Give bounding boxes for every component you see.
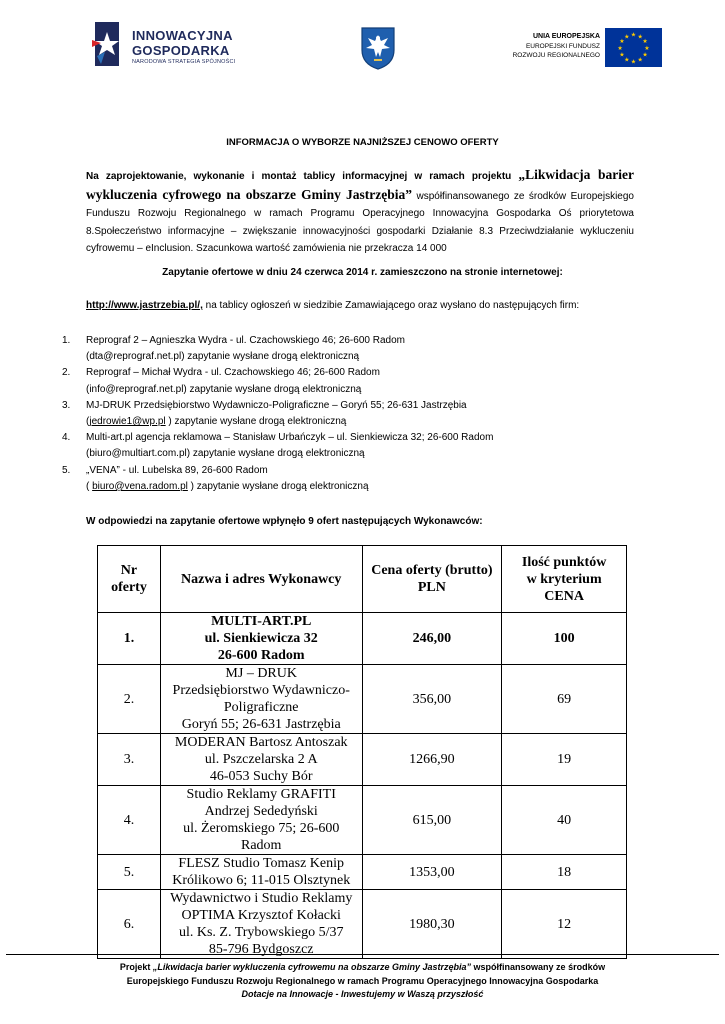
eu-logo-line3: ROZWOJU REGIONALNEGO [512,52,600,59]
list-item [62,430,662,462]
ig-logo-line3: NARODOWA STRATEGIA SPÓJNOŚCI [132,59,236,65]
footer-line1 [0,961,725,975]
contractor-line: 46-053 Suchy Bór [209,769,313,784]
contractor-line: MULTI-ART.PL [211,614,312,629]
list-item-number: 4. [62,432,71,444]
firm-email: (info@reprograf.net.pl) [86,383,187,395]
inquiry-line: Zapytanie ofertowe w dniu 24 czerwca 2014 r. zamieszczono na stronie internetowej: [162,267,563,278]
firm-name-address: Reprograf – Michał Wydra - ul. Czachowskiego 46; 26-600 Radom [86,367,380,379]
contractor-line: 85-796 Bydgoszcz [208,942,314,957]
contractor-line: Wydawnictwo i Studio Reklamy [170,891,353,906]
firm-email-line [86,382,662,398]
email-suffix: ) zapytanie wysłane drogą elektroniczną [165,416,347,428]
svg-text:★: ★ [624,56,630,64]
offer-number: 6. [98,890,161,959]
table-row [98,613,627,665]
svg-text:★: ★ [630,31,637,39]
table-row [98,734,627,786]
list-item [62,365,662,397]
contractor-cell [160,855,362,890]
offer-points: 19 [502,734,627,786]
header-text: Cena oferty (brutto) [371,563,493,578]
table-row [98,855,627,890]
table-row [98,786,627,855]
offer-points: 12 [502,890,627,959]
svg-text:★: ★ [642,38,648,46]
firm-name-address: Reprograf 2 – Agnieszka Wydra - ul. Czachowskiego 46; 26-600 Radom [86,335,405,346]
table-row [98,890,627,959]
footer-project-name: „Likwidacja barier wykluczenia cyfrowemu na obszarze Gminy Jastrzębia” [152,962,472,972]
footer-slogan: Dotacje na Innowacje - Inwestujemy w Waszą przyszłość [241,989,484,999]
contractor-line: Studio Reklamy GRAFITI [186,787,336,802]
email-suffix: zapytanie wysłane drogą elektroniczną [184,351,360,363]
ig-logo-line1: INNOWACYJNA [132,28,233,43]
list-item [62,463,662,495]
url-line [86,300,579,311]
document-title: INFORMACJA O WYBORZE NAJNIŻSZEJ CENOWO OFERTY [226,137,499,148]
email-suffix: zapytanie wysłane drogą elektroniczną [186,383,362,395]
svg-text:★: ★ [617,44,623,52]
header-text: Nr [120,563,138,578]
offer-price: 1266,90 [362,734,502,786]
header-price [362,546,502,613]
contractor-line: ul. Ks. Z. Trybowskiego 5/37 [178,925,344,940]
firm-email-link[interactable]: biuro@vena.radom.pl [92,480,188,492]
offer-price: 356,00 [362,665,502,734]
contractor-cell [160,734,362,786]
list-item-number: 1. [62,335,71,346]
contractor-line: ul. Pszczelarska 2 A [204,752,318,767]
firm-name-address: „VENA” - ul. Lubelska 89, 26-600 Radom [86,464,268,476]
svg-text:★: ★ [644,44,650,52]
contractor-line: ul. Sienkiewicza 32 [204,631,318,646]
firm-email-line [86,349,662,365]
email-suffix: zapytanie wysłane drogą elektroniczną [190,448,365,460]
table-row [98,665,627,734]
offer-points: 69 [502,665,627,734]
list-item-number: 2. [62,367,71,379]
intro-project-name: „Likwidacja barier wykluczenia cyfrowego na obszarze Gminy Jastrzębia” [86,167,634,202]
contractor-line: Poligraficzne [223,700,299,715]
firm-name-address: Multi-art.pl agencja reklamowa – Stanisław Urbańczyk – ul. Sienkiewicza 32; 26-600 Radom [86,432,494,444]
contractor-cell [160,665,362,734]
offer-number: 1. [98,613,161,665]
email-suffix: ) zapytanie wysłane drogą elektroniczną [187,480,369,492]
header-contractor [160,546,362,613]
contractor-line: ul. Żeromskiego 75; 26-600 Radom [183,821,340,853]
intro-rest: współfinansowanego ze środków Europejskiego Funduszu Rozwoju Regionalnego w ramach Programu Operacyjnego Innowacyjna Gospodarka Oś priorytetowa 8.Społeczeństwo informacyjne – zwiększanie innowacyjności gospodarki Działanie 8.3 Przeciwdziałanie wykluczeniu cyfrowemu – eInclusion. Szacunkowa wartość zamówienia nie przekracza 14 000 [86,190,634,254]
header-text: Nazwa i adres Wykonawcy [181,571,342,587]
footer-text: Projekt [119,962,153,972]
innowacyjna-gospodarka-logo [92,18,252,70]
offer-points: 18 [502,855,627,890]
firm-email-line [86,479,662,495]
firms-list [62,333,662,495]
offer-number: 2. [98,665,161,734]
contractor-line: OPTIMA Krzysztof Kołacki [181,908,341,923]
list-item-number: 3. [62,399,71,411]
contractor-line: 26-600 Radom [217,648,305,663]
offer-price: 1353,00 [362,855,502,890]
eu-logo-line1: UNIA EUROPEJSKA [532,33,600,40]
offer-price: 246,00 [362,613,502,665]
list-item-number: 5. [62,464,71,476]
firm-name-address: MJ-DRUK Przedsiębiorstwo Wydawniczo-Poligraficzne – Goryń 55; 26-631 Jastrzębia [86,399,467,411]
contractor-line: Przedsiębiorstwo Wydawniczo- [172,683,350,698]
ig-logo-line2: GOSPODARKA [132,43,230,58]
footer-line2: Europejskiego Funduszu Rozwoju Regionalnego w ramach Programu Operacyjnego Innowacyjna Gospodarka [126,975,599,986]
svg-text:★: ★ [619,38,625,46]
offer-points: 100 [502,613,627,665]
svg-text:★: ★ [630,58,637,66]
eu-logo-line2: EUROPEJSKI FUNDUSZ [525,43,600,50]
svg-text:★: ★ [619,51,625,59]
contractor-line: MODERAN Bartosz Antoszak [174,735,348,750]
header-text: w kryterium [526,571,602,587]
intro-paragraph [86,166,634,258]
list-item [62,333,662,365]
svg-text:★: ★ [637,33,643,41]
contractor-line: Królikowo 6; 11-015 Olsztynek [172,873,351,888]
svg-text:★: ★ [624,33,630,41]
email-prefix: ( [86,416,90,428]
offers-intro: W odpowiedzi na zapytanie ofertowe wpłynęło 9 ofert następujących Wykonawców: [86,516,483,527]
offer-price: 1980,30 [362,890,502,959]
contractor-line: Andrzej Sededyński [204,804,318,819]
offer-number: 3. [98,734,161,786]
footer-line3 [0,988,725,1002]
gmina-coat-of-arms-icon [360,26,396,70]
offer-number: 5. [98,855,161,890]
firm-email: (dta@reprograf.net.pl) [86,351,185,363]
url-line-rest: na tablicy ogłoszeń w siedzibie Zamawiającego oraz wysłano do następujących firm: [202,300,580,311]
eu-logo [500,28,662,68]
svg-text:★: ★ [637,56,643,64]
firm-email-line [86,446,662,462]
eu-flag-icon [605,28,662,67]
intro-lead: Na zaprojektowanie, wykonanie i montaż tablicy informacyjnej w ramach projektu [86,171,512,182]
ig-star-mark-icon [92,20,122,68]
header-text: oferty [111,580,147,595]
offer-price: 615,00 [362,786,502,855]
firm-email: (biuro@multiart.com.pl) [86,448,191,460]
website-link[interactable]: http://www.jastrzebia.pl/, [86,300,203,311]
firm-email-link[interactable]: jedrowie1@wp.pl [89,416,166,428]
table-header-row [98,546,627,613]
contractor-cell [160,613,362,665]
header-text: Ilość punktów [521,554,607,570]
offer-points: 40 [502,786,627,855]
contractor-line: Goryń 55; 26-631 Jastrzębia [181,717,341,732]
offers-table [97,545,627,959]
firm-email-line [86,414,662,430]
email-prefix: ( [86,480,93,492]
header-points [502,546,627,613]
offer-number: 4. [98,786,161,855]
footer-text: współfinansowany ze środków [471,962,606,972]
footer-divider [6,954,719,955]
footer [0,961,725,1002]
contractor-cell [160,890,362,959]
list-item [62,398,662,430]
header-text: PLN [417,580,446,595]
header-text: CENA [544,588,584,604]
contractor-line: MJ – DRUK [225,666,297,681]
svg-text:★: ★ [642,51,648,59]
contractor-cell [160,786,362,855]
header-offer-number [98,546,161,613]
contractor-line: FLESZ Studio Tomasz Kenip [178,856,345,871]
